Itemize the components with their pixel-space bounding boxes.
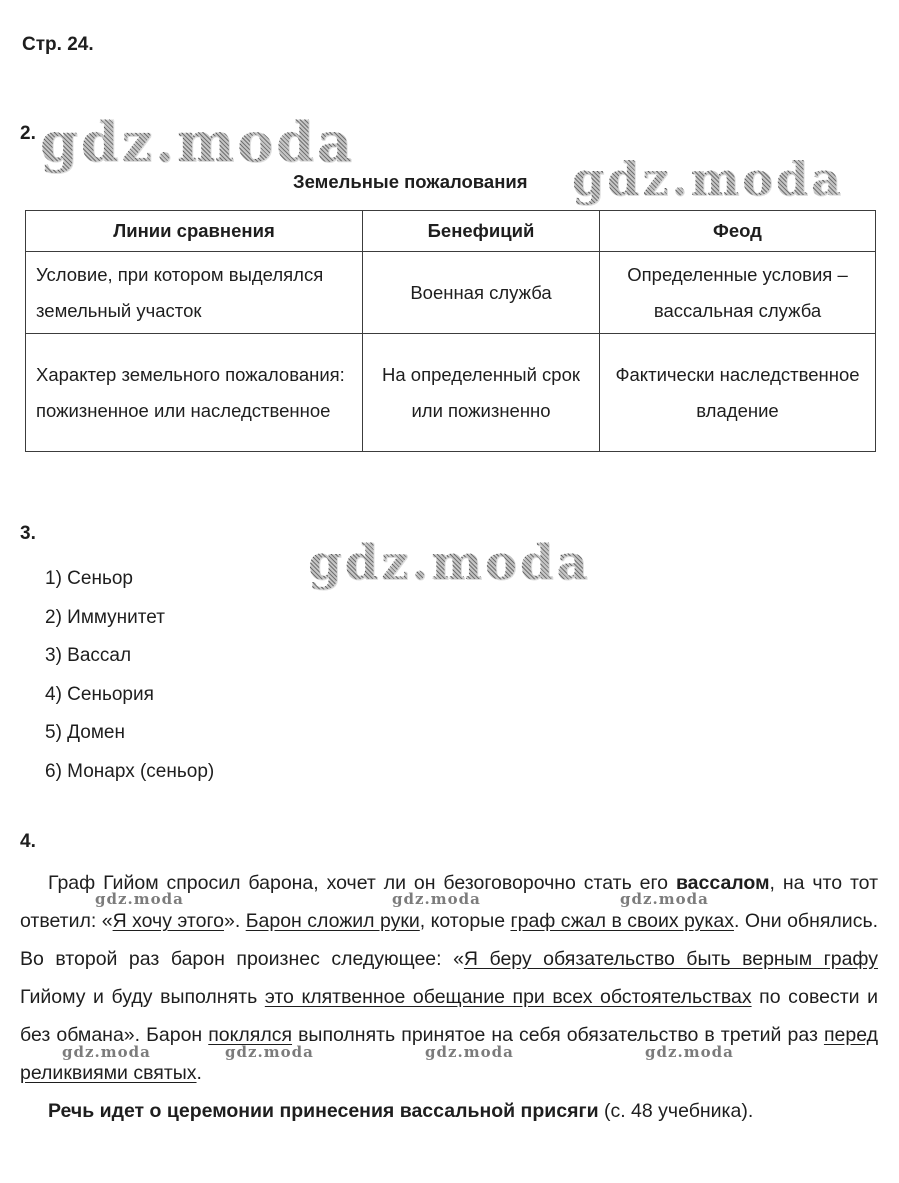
table-cell: Условие, при котором выделялся земельный участок [26,252,363,334]
list-item: 1) Сеньор [45,568,133,589]
table-row [26,334,876,452]
task-4-number: 4. [20,831,36,852]
watermark-gdz-moda: gdz.moda [308,535,591,591]
list-item: 6) Монарх (сеньор) [45,760,215,782]
table-cell: Фактически наследственное владение [600,334,876,452]
list-item: 4) Сеньория [45,683,154,705]
table-cell: Военная служба [363,252,600,334]
table-header-cell: Феод [600,211,876,252]
table-cell: На определенный срок или пожизненно [363,334,600,452]
task-2-number: 2. [20,123,36,144]
terms-list [45,560,214,791]
table-row [26,252,876,334]
answer-paragraph: Граф Гийом спросил барона, хочет ли он безоговорочно стать его вассалом, на что тот ответил: «Я хочу этого». Барон сложил руки, которые граф сжал в своих руках. Они обнялись. Во второй раз барон произнес следующее: «Я беру обязательство быть верным графу Гийому и буду выполнять это клятвенное обещание при всех обстоятельствах по совести и без обмана». Барон поклялся выполнять принятое на себя обязательство в третий раз перед реликвиями святых. [20,872,879,1084]
watermark-gdz-moda: gdz.moda [62,1043,151,1061]
page-number: Стр. 24. [22,34,94,55]
list-item: 3) Вассал [45,645,132,666]
table-header-row [26,211,876,252]
list-item: 5) Домен [45,722,125,743]
task-3-number: 3. [20,523,36,544]
watermark-gdz-moda: gdz.moda [392,890,481,908]
watermark-gdz-moda: gdz.moda [95,890,184,908]
conclusion-paragraph: Речь идет о церемонии принесения вассальной присяги (с. 48 учебника). [48,1100,754,1122]
table-title: Земельные пожалования [293,171,528,192]
watermark-gdz-moda: gdz.moda [620,890,709,908]
watermark-gdz-moda: gdz.moda [225,1043,314,1061]
list-item: 2) Иммунитет [45,606,165,628]
table-header-cell: Бенефиций [363,211,600,252]
table-cell: Определенные условия – вассальная служба [600,252,876,334]
watermark-gdz-moda: gdz.moda [572,152,844,206]
watermark-gdz-moda: gdz.moda [40,110,355,174]
table-cell: Характер земельного пожалования: пожизненное или наследственное [26,334,363,452]
table-header-cell: Линии сравнения [26,211,363,252]
watermark-gdz-moda: gdz.moda [425,1043,514,1061]
watermark-gdz-moda: gdz.moda [645,1043,734,1061]
comparison-table [25,210,876,452]
